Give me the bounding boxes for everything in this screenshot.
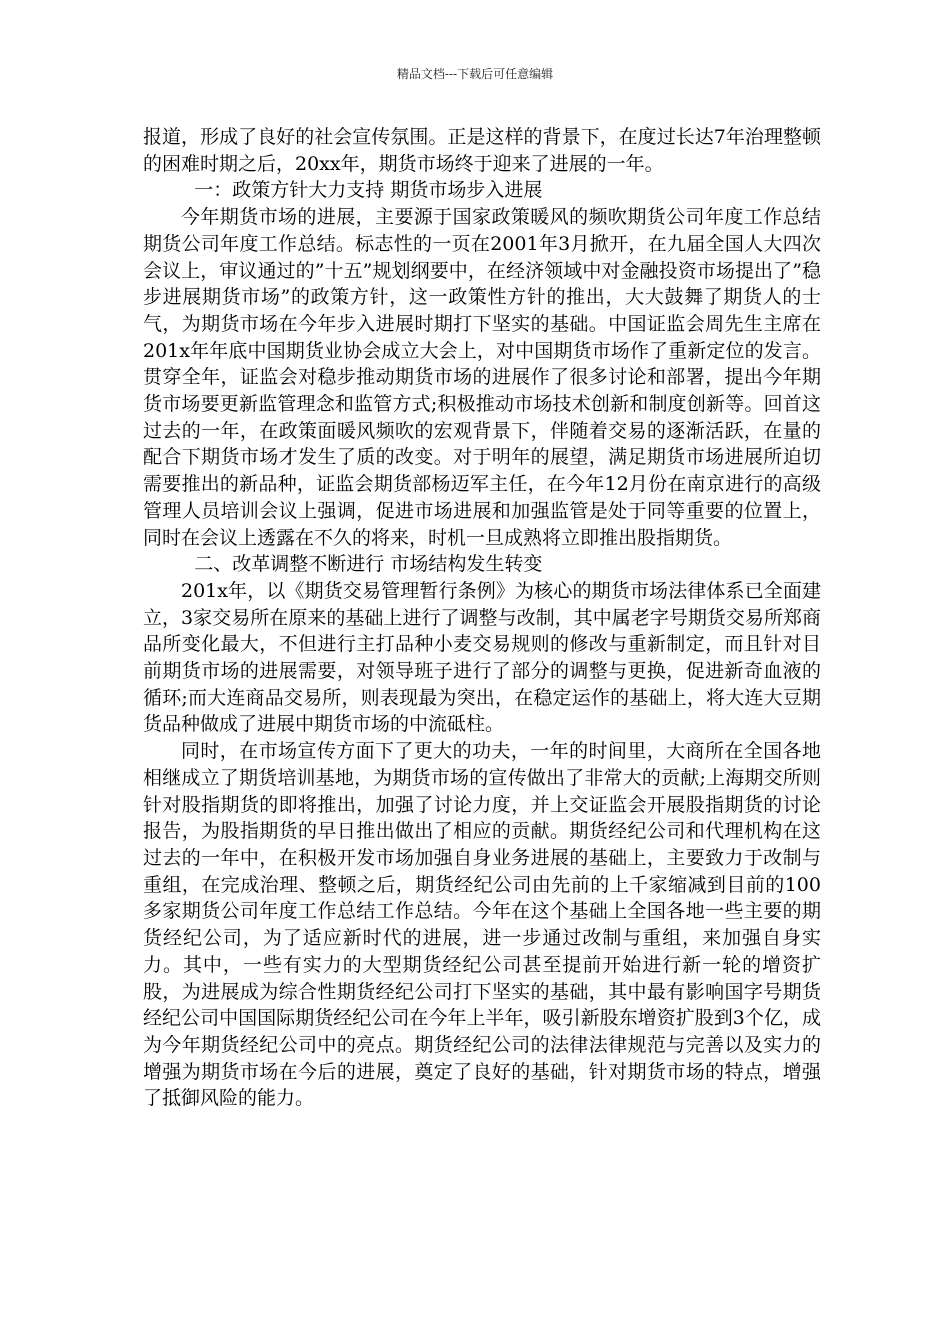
- paragraph-promotion: 同时，在市场宣传方面下了更大的功夫，一年的时间里，大商所在全国各地相继成立了期货培训基地，为期货市场的宣传做出了非常大的贡献;上海期交所则针对股指期货的即将推出，加强了讨论力度，并上交证监会开展股指期货的讨论报告，为股指期货的早日推出做出了相应的贡献。期货经纪公司和代理机构在这过去的一年中，在积极开发市场加强自身业务进展的基础上，主要致力于改制与重组，在完成治理、整顿之后，期货经纪公司由先前的上千家缩减到目前的100多家期货公司年度工作总结工作总结。今年在这个基础上全国各地一些主要的期货经纪公司，为了适应新时代的进展，进一步通过改制与重组，来加强自身实力。其中，一些有实力的大型期货经纪公司甚至提前开始进行新一轮的增资扩股，为进展成为综合性期货经纪公司打下坚实的基础，其中最有影响国字号期货经纪公司中国国际期货经纪公司在今年上半年，吸引新股东增资扩股到3个亿，成为今年期货经纪公司中的亮点。期货经纪公司的法律法律规范与完善以及实力的增强为期货市场在今后的进展，奠定了良好的基础，针对期货市场的特点，增强了抵御风险的能力。: [143, 740, 821, 1110]
- section-heading-2: 二、改革调整不断进行 市场结构发生转变: [194, 553, 543, 576]
- section-heading-1: 一：政策方针大力支持 期货市场步入进展: [194, 179, 543, 202]
- document-body: [143, 124, 821, 1112]
- paragraph-reform: 201x年，以《期货交易管理暂行条例》为核心的期货市场法律体系已全面建立，3家交易所在原来的基础上进行了调整与改制，其中属老字号期货交易所郑商品所变化最大，不但进行主打品种小麦交易规则的修改与重新制定，而且针对目前期货市场的进展需要，对领导班子进行了部分的调整与更换，促进新奇血液的循环;而大连商品交易所，则表现最为突出，在稳定运作的基础上，将大连大豆期货品种做成了进展中期货市场的中流砥柱。: [143, 579, 821, 736]
- paragraph-intro: 报道，形成了良好的社会宣传氛围。正是这样的背景下，在度过长达7年治理整顿的困难时期之后，20xx年，期货市场终于迎来了进展的一年。: [143, 126, 821, 175]
- page-header: 精品文档---下载后可任意编辑: [396, 67, 554, 81]
- paragraph-policy: 今年期货市场的进展，主要源于国家政策暖风的频吹期货公司年度工作总结期货公司年度工作总结。标志性的一页在2001年3月掀开，在九届全国人大四次会议上，审议通过的”十五”规划纲要中，在经济领域中对金融投资市场提出了”稳步进展期货市场”的政策方针，这一政策性方针的推出，大大鼓舞了期货人的士气，为期货市场在今年步入进展时期打下坚实的基础。中国证监会周先生主席在201x年年底中国期货业协会成立大会上，对中国期货市场作了重新定位的发言。贯穿全年，证监会对稳步推动期货市场的进展作了很多讨论和部署，提出今年期货市场要更新监管理念和监管方式;积极推动市场技术创新和制度创新等。回首这过去的一年，在政策面暖风频吹的宏观背景下，伴随着交易的逐渐活跃，在量的配合下期货市场才发生了质的改变。对于明年的展望，满足期货市场进展所迫切需要推出的新品种，证监会期货部杨迈军主任，在今年12月份在南京进行的高级管理人员培训会议上强调，促进市场进展和加强监管是处于同等重要的位置上，同时在会议上透露在不久的将来，时机一旦成熟将立即推出股指期货。: [143, 206, 821, 549]
